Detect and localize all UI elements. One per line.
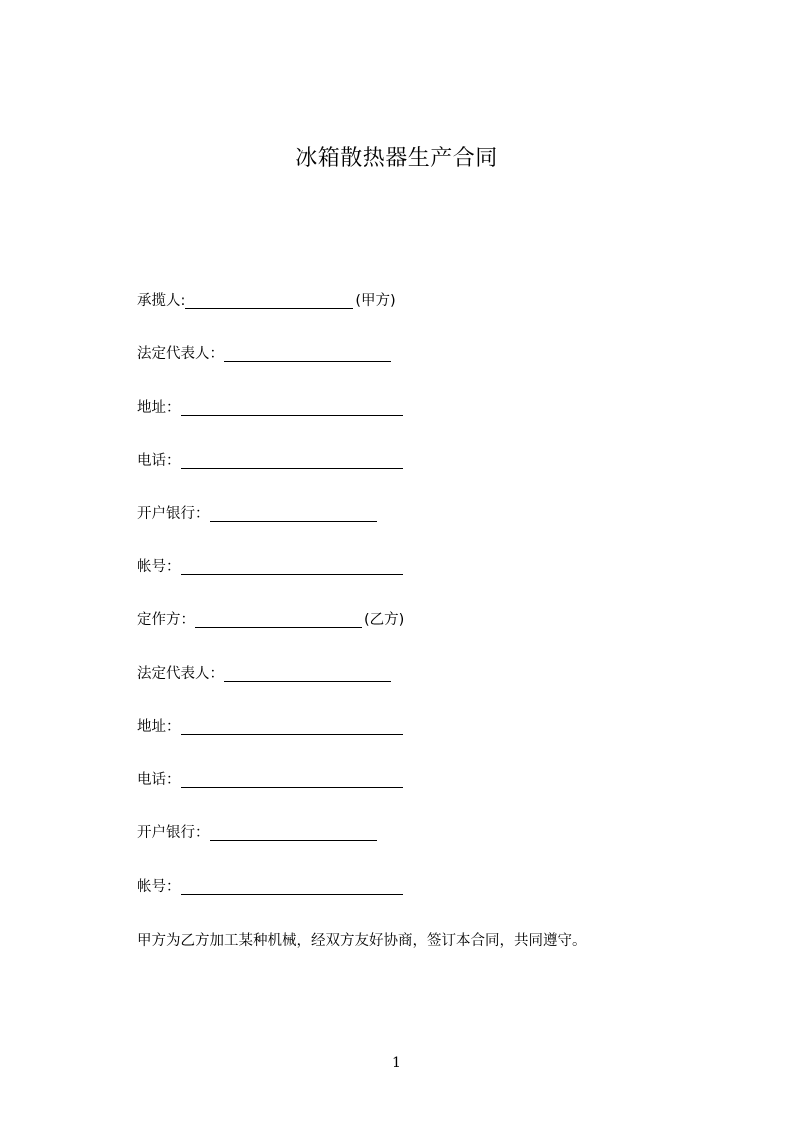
party-a-bank-field [137, 504, 377, 524]
document-title: 冰箱散热器生产合同 [295, 146, 498, 171]
party-a-rep-field [137, 344, 391, 364]
party-a-rep-label: 法定代表人： [137, 346, 224, 362]
party-a-address-label: 地址： [137, 400, 181, 416]
party-b-bank-field [137, 823, 377, 843]
party-b-bank-label: 开户银行： [137, 825, 210, 841]
party-b-account-blank[interactable] [181, 880, 403, 895]
party-b-rep-label: 法定代表人： [137, 666, 224, 682]
party-a-account-label: 帐号： [137, 559, 181, 575]
party-a-address-blank[interactable] [181, 401, 403, 416]
party-a-account-blank[interactable] [181, 560, 403, 575]
party-a-bank-label: 开户银行： [137, 506, 210, 522]
party-b-rep-field [137, 664, 391, 684]
party-a-contractor-field [137, 291, 396, 311]
intro-paragraph: 甲方为乙方加工某种机械，经双方友好协商，签订本合同，共同遵守。 [137, 933, 587, 949]
party-b-phone-blank[interactable] [181, 773, 403, 788]
party-b-client-label: 定作方： [137, 612, 195, 628]
party-a-bank-blank[interactable] [210, 507, 377, 522]
party-b-address-label: 地址： [137, 719, 181, 735]
party-b-client-field [137, 610, 404, 630]
party-a-account-field [137, 557, 403, 577]
party-a-rep-blank[interactable] [224, 347, 391, 362]
party-a-contractor-suffix: (甲方) [355, 293, 396, 309]
party-b-client-blank[interactable] [195, 613, 362, 628]
page-number: 1 [392, 1055, 401, 1071]
party-a-contractor-blank[interactable] [185, 294, 353, 309]
party-b-account-label: 帐号： [137, 879, 181, 895]
party-b-phone-label: 电话： [137, 772, 181, 788]
party-a-phone-label: 电话： [137, 453, 181, 469]
party-a-phone-field [137, 451, 403, 471]
party-b-rep-blank[interactable] [224, 667, 391, 682]
party-b-address-field [137, 717, 403, 737]
party-b-address-blank[interactable] [181, 720, 403, 735]
party-a-phone-blank[interactable] [181, 454, 403, 469]
party-b-client-suffix: (乙方) [364, 612, 405, 628]
party-a-address-field [137, 398, 403, 418]
party-a-contractor-label: 承揽人: [137, 293, 186, 309]
party-b-account-field [137, 877, 403, 897]
party-b-phone-field [137, 770, 403, 790]
party-b-bank-blank[interactable] [210, 826, 377, 841]
